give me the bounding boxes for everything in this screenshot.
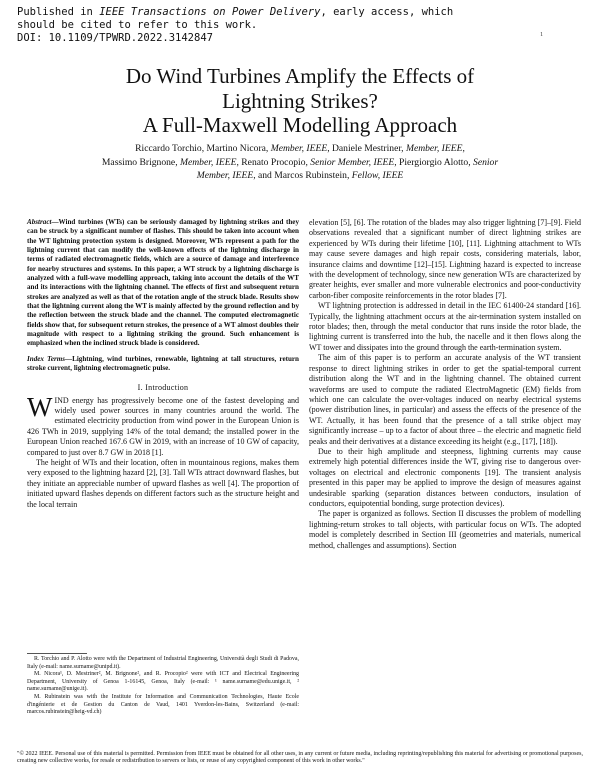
right-paragraph-4: Due to their high amplitude and steepness, lightning currents may cause extremely high potential differences inside the WT, giving rise to dangerous over-voltages on electrical and electronic components [19]. The transient analysis presented in this paper may be applied to improve the design of measures against undesirable sparking (separation distances between conductors, insulation of conductors, equipotential bonding, surge protection devices). (309, 446, 581, 508)
right-paragraph-2: WT lightning protection is addressed in detail in the IEC 61400-24 standard [16]. Typically, the lightning attachment occurs at the air-termination system installed on rotor blades; then, through the metal conductor that runs inside the rotor blade, the lightning current is transferred into the hub, the nacelle and it then flows along the WT tower and dissipates into the ground through the earth-termination system. (309, 301, 581, 352)
footnote-1: R. Torchio and P. Alotto were with the Department of Industrial Engineering, Università degli Studi di Padova, Italy (e-mail: name.surname@unipd.it). (27, 656, 299, 670)
abstract-text: —Wind turbines (WTs) can be seriously damaged by lightning strikes and they can be struck by a significant number of flashes. This should be taken into account when the WT lightning protection system is designed. Moreover, WTs represent a path for the lightning current that can modify the well-known effects of the lightning discharge in terms of radiated electromagnetic fields, which are a source of damage and interference for nearby structures and systems. In this paper, a WT struck by a lightning discharge is analyzed with a full-wave modelling approach, taking into account the details of the WT and its interactions with the lightning channel. The effects of first and subsequent return strokes are analyzed as well as that of the rotation angle of the struck blade. Results show that the lightning current along the WT is mainly affected by the ground reflection and by the reflection between the struck blade and the channel. The computed electromagnetic fields show that, for subsequent return strokes, the presence of a WT almost doubles their magnitude with respect to a lightning striking the ground. Such enhancement is emphasized when the inclined struck blade is considered. (27, 218, 299, 348)
footnote-3: M. Rubinstein was with the Institute for Information and Communication Technologies, Haute Ecole d'ingénierie et de Gestion du Canton de Vaud, 1401 Yverdon-les-Bains, Switzerland (e-mail: marcos.rubinstein@heig-vd.ch) (27, 693, 299, 716)
title-line-2: Lightning Strikes? (222, 88, 378, 113)
doi-link[interactable]: DOI: 10.1109/TPWRD.2022.3142847 (17, 32, 213, 44)
right-column (309, 218, 581, 551)
index-terms-text: —Lightning, wind turbines, renewable, lightning at tall structures, return stroke current, lightning electromagnetic pulse. (27, 354, 300, 373)
abstract-label: Abstract (27, 218, 52, 226)
index-terms (27, 355, 299, 374)
citation-note: should be cited to refer to this work. (17, 19, 258, 31)
title-line-3: A Full-Maxwell Modelling Approach (142, 113, 458, 137)
intro-paragraph-1: WIND energy has progressively become one of the fastest developing and widely used power sources in many countries around the world. The estimated electricity production from wind power in the European Union is 426 TWh in 2019, supplying 14% of the total demand; the installed power in the European Union reached 167.6 GW in 2019, with an increase of 10 GW of capacity, compared to just over 8.7 GW in 2018 [1]. (27, 391, 299, 457)
published-prefix: Published in (17, 6, 100, 18)
journal-name: IEEE Transactions on Power Delivery (99, 6, 321, 18)
author-line-3: Member, IEEE, and Marcos Rubinstein, Fellow, IEEE (196, 170, 404, 181)
affiliation-footnotes (27, 653, 299, 717)
right-paragraph-3: The aim of this paper is to perform an accurate analysis of the WT transient response to direct lightning strikes in order to get the spatial-temporal current distribution along the WT and in the lightning channel. The obtained current waveforms are used to compute the radiated ElectroMagnetic (EM) fields from which one can calculate the over-voltages induced on nearby electrical systems (power distribution lines, in particular) and assess the effects of the presence of the WT. Actually, it has been found that the presence of a tall strike object may significantly increase – up to a factor of about three – the electric and magnetic field peaks and their derivatives at a distance exceeding its height (e.g., [17], [18]). (309, 353, 581, 446)
page-number: 1 (540, 31, 544, 38)
paper-title (40, 64, 560, 138)
footnote-rule (27, 653, 87, 654)
intro-paragraph-2: The height of WTs and their location, often in mountainous regions, makes them very exposed to the lightning hazard [2], [3]. Tall WTs attract downward flashes, but they initiate an appreciable number of upward flashes as well [4]. The proportion of initiated upward flashes depends on different factors such as the structure height and the local terrain (27, 457, 299, 509)
right-paragraph-1: elevation [5], [6]. The rotation of the blades may also trigger lightning [7]–[9]. Field observations revealed that a significant number of direct lightning strikes are experienced by WTs during their lifetime [10], [11]. Lightning attachment to WTs may cause severe damages and high repair costs, considering materials, labor, insurance claims and downtime [12]–[15]. Lightning hazard is expected to increase with the development of technology, since new generation WTs are characterized by greater heights, ever smaller and more vulnerable electronics and poor-conductivity carbon-fiber composite reinforcements in the rotor blades [7]. (309, 218, 581, 300)
abstract (27, 218, 299, 349)
author-list (20, 142, 580, 183)
footnote-2: M. Nicora¹, D. Mestriner², M. Brignone², and R. Procopio² were with ICT and Electrical Engineering Department, University of Genoa 1-16145, Genoa, Italy (e-mail: ¹ name.surname@edu.unige.it, ² name.surname@unige.it). (27, 671, 299, 693)
published-suffix: , early access, which (320, 6, 454, 18)
left-column (27, 218, 299, 510)
index-terms-label: Index Terms (27, 354, 66, 363)
author-line-1: Riccardo Torchio, Martino Nicora, Member, IEEE, Daniele Mestriner, Member, IEEE, (135, 143, 465, 154)
author-line-2: Massimo Brignone, Member, IEEE, Renato Procopio, Senior Member, IEEE, Piergiorgio Alotto, Senior (101, 156, 499, 168)
drop-cap: W (27, 391, 53, 422)
right-paragraph-5: The paper is organized as follows. Section II discusses the problem of modelling lightning-return strokes to tall objects, with particular focus on WTs. The adopted model is completely described in Section III (geometries and materials, numerical method, challenges and assumptions). Section (309, 509, 581, 550)
copyright-notice: "© 2022 IEEE. Personal use of this material is permitted. Permission from IEEE must be obtained for all other uses, in any current or future media, including reprinting/republishing this material for advertising or promotional purposes, creating new collective works, for resale or redistribution to servers or lists, or reuse of any copyrighted component of this work in other works." (17, 751, 583, 765)
publication-notice (17, 6, 557, 45)
title-line-1: Do Wind Turbines Amplify the Effects of (125, 64, 475, 88)
section-heading-introduction: I. Introduction (137, 382, 189, 392)
